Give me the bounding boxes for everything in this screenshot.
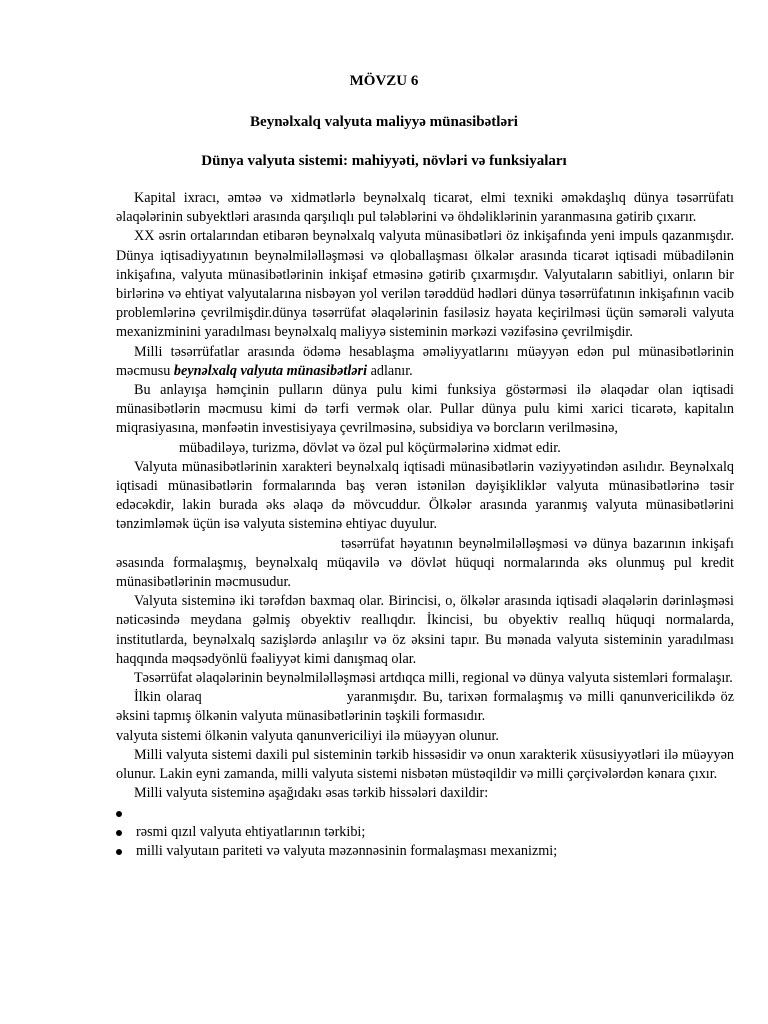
paragraph-2: XX əsrin ortalarından etibarən beynəlxalq valyuta münasibətləri öz inkişafında yeni impuls qazanmışdır. Dünya iqtisadiyyatının beynəlmiləlləşməsi və qloballaşması ölkələr arasında ticarət iqtisadi mübadilənin inkişafına, valyuta münasibətlərinin inkişaf etməsinə gətirib çıxarmışdır. Valyutaların sabitliyi, onların bir birlərinə və ehtiyat valyutalarına nisbəyən yol verilən tərəddüd hədləri dünya təsərrüfatının inkişafının vacib problemlərinə çevrilmişdir.dünya təsərrüfat əlaqələrinin fasiləsiz həyata keçirilməsi üçün səmərəli valyuta mexanizminini yaradılması beynəlxalq maliyyə sisteminin mərkəzi vəzifəsinə çevrilmişdir. (116, 228, 734, 341)
paragraph-6: Valyuta sisteminə iki tərəfdən baxmaq olar. Birincisi, o, ölkələr arasında iqtisadi əlaqələrin dərinləşməsi nəticəsində meydana gəlmiş obyektiv reallıqdır. İkincisi, bu obyektiv reallıq hüquqi normalarda, institutlarda, beynəlxalq sazişlərdə anlaşılır və öz əksini tapır. Bu mənada valyuta sisteminin yaradılması haqqında məqsədyönlü fəaliyyət kimi danışmaq olar. (116, 593, 734, 667)
paragraph-8-continued: valyuta sistemi ölkənin valyuta qanunvericiliyi ilə müəyyən olunur. (116, 727, 499, 744)
bullet-icon (116, 811, 122, 817)
paragraph-3-text: Milli təsərrüfatlar arasında ödəmə hesablaşma əməliyyatlarını müəyyən edən pul münasibətlərinin məcmusu (116, 343, 734, 379)
list-item (116, 842, 734, 861)
list-item-text: milli valyutaın pariteti və valyuta məzənnəsinin formalaşması mexanizmi; (136, 842, 558, 859)
document-subtitle: Dünya valyuta sistemi: mahiyyəti, növləri və funksiyaları (201, 153, 567, 169)
document-body (116, 189, 734, 861)
paragraph-3-end: adlanır. (370, 362, 413, 379)
paragraph-7: Təsərrüfat əlaqələrinin beynəlmiləlləşməsi artdıqca milli, regional və dünya valyuta sistemləri formalaşır. (134, 670, 733, 687)
list-item-text: rəsmi qızıl valyuta ehtiyatlarının tərkibi; (136, 823, 366, 840)
paragraph-5: Valyuta münasibətlərinin xarakteri beynəlxalq iqtisadi münasibətlərin vəziyyətindən asılıdır. Beynəlxalq iqtisadi münasibətlərin formalarında baş verən istənilən dəyişikliklər valyuta münasibətlərinə təsir edəcəkdir, lakin burada əks əlaqə də mövcuddur. Ölkələr arasında yaranmış valyuta münasibətlərini tənzimləmək üçün isə valyuta sisteminə ehtiyac duyulur. (116, 458, 734, 533)
paragraph-4-continued: mübadiləyə, turizmə, dövlət və özəl pul köçürmələrinə xidmət edir. (179, 439, 561, 456)
paragraph-8 (116, 688, 734, 726)
paragraph-10: Milli valyuta sisteminə aşağıdakı əsas tərkib hissələri daxildir: (134, 785, 489, 802)
emphasized-term: beynəlxalq valyuta münasibətləri (173, 362, 368, 379)
paragraph-8-end: yaranmışdır. Bu, tarixən formalaşmış və milli qanunvericilikdə öz əksini tapmış ölkənin valyuta münasibətlərinin təşkili formasıdır. (116, 689, 734, 725)
paragraph-5-continued-text: təsərrüfat həyatının beynəlmiləlləşməsi və dünya bazarının inkişafı əsasında formalaşmış, beynəlxalq müqavilə və dövlət hüquqi normalarında əks olunmuş pul kredit münasibətlərinin məcmusudur. (116, 535, 734, 591)
topic-heading: MÖVZU 6 (349, 73, 419, 89)
bullet-icon (116, 849, 122, 855)
bullet-list (116, 804, 734, 862)
paragraph-4: Bu anlayışa həmçinin pulların dünya pulu kimi funksiya göstərməsi ilə əlaqədar olan iqtisadi münasibətlərin məcmusu kimi də tərfi vermək olar. Pullar dünya pulu kimi xarici ticarətə, kapitalın miqrasiyasına, mənfəətin investisiyaya çevrilməsinə, subsidiya və borcların verilməsinə, (116, 382, 734, 437)
paragraph-1: Kapital ixracı, əmtəə və xidmətlərlə beynəlxalq ticarət, elmi texniki əməkdaşlıq dünya təsərrüfatı əlaqələrinin subyektləri arasında qarşılıqlı pul tələblərini və öhdəliklərinin yaranmasına gətirib çıxarır. (116, 190, 734, 226)
document-title: Beynəlxalq valyuta maliyyə münasibətləri (250, 114, 518, 130)
bullet-icon (116, 830, 122, 836)
paragraph-9: Milli valyuta sistemi daxili pul sisteminin tərkib hissəsidir və onun xarakterik xüsusiyyətləri ilə müəyyən olunur. Lakin eyni zamanda, milli valyuta sistemi nisbətən müstəqildir və milli çərçivələrdən kənara çıxır. (116, 746, 734, 783)
paragraph-3 (116, 343, 734, 381)
list-item (116, 804, 734, 823)
paragraph-8-start: İlkin olaraq (134, 689, 202, 706)
list-item (116, 823, 734, 842)
paragraph-5-continued (116, 535, 734, 593)
